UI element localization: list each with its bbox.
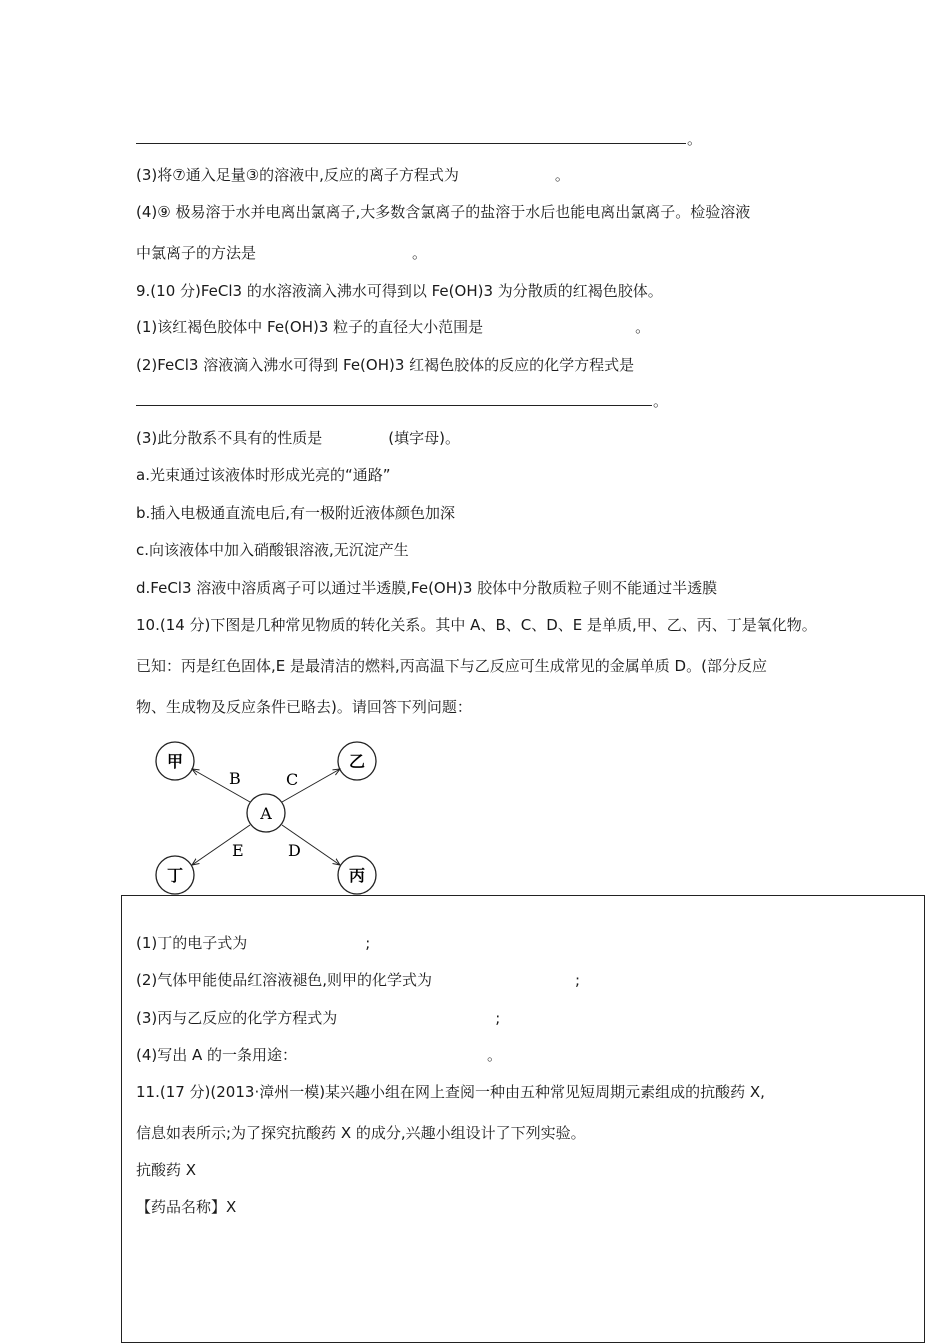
node-bottom-right [338, 856, 376, 894]
arrow-to-top-left [192, 769, 250, 802]
node-top-right [338, 742, 376, 780]
node-center [247, 794, 285, 832]
q11-line4: 【药品名称】X [136, 1198, 237, 1216]
q9-part3 [136, 427, 460, 448]
q9-option-b: b.插入电极通直流电后,有一极附近液体颜色加深 [136, 504, 456, 522]
edge-label-br: D [288, 841, 301, 860]
q10-part2 [136, 969, 580, 990]
q10-part1-end: ; [365, 934, 371, 952]
node-bottom-right-label: 丙 [348, 866, 366, 885]
node-top-left [156, 742, 194, 780]
q9-part3-hint: (填字母)。 [388, 429, 460, 447]
q10-line2: 已知：丙是红色固体,E 是最清洁的燃料,丙高温下与乙反应可生成常见的金属单质 D。(部分反应 [136, 657, 767, 675]
end-mark: 。 [687, 130, 703, 148]
answer-blank-line [136, 143, 686, 144]
answer-blank-line [136, 405, 652, 406]
q11-line2: 信息如表所示;为了探究抗酸药 X 的成分,兴趣小组设计了下列实验。 [136, 1124, 586, 1142]
q9-option-c: c.向该液体中加入硝酸银溶液,无沉淀产生 [136, 541, 409, 559]
node-top-left-label: 甲 [166, 752, 184, 771]
q8-part4-line2 [136, 242, 427, 263]
q11-line1: 11.(17 分)(2013·漳州一模)某兴趣小组在网上查阅一种由五种常见短周期元素组成的抗酸药 X, [136, 1083, 765, 1101]
q9-part1-text: (1)该红褐色胶体中 Fe(OH)3 粒子的直径大小范围是 [136, 318, 484, 336]
q8-part4-text: 中氯离子的方法是 [136, 244, 257, 262]
q10-part4-text: (4)写出 A 的一条用途： [136, 1046, 298, 1064]
q9-intro: 9.(10 分)FeCl3 的水溶液滴入沸水可得到以 Fe(OH)3 为分散质的红褐色胶体。 [136, 282, 663, 300]
q10-part1 [136, 932, 370, 953]
q10-part3-text: (3)丙与乙反应的化学方程式为 [136, 1009, 338, 1027]
q10-part3 [136, 1007, 500, 1028]
q8-part3-text: (3)将⑦通入足量③的溶液中,反应的离子方程式为 [136, 166, 459, 184]
q10-line1: 10.(14 分)下图是几种常见物质的转化关系。其中 A、B、C、D、E 是单质,甲、乙、丙、丁是氧化物。 [136, 616, 817, 634]
q9-part2-end: 。 [653, 392, 669, 410]
q9-part2: (2)FeCl3 溶液滴入沸水可得到 Fe(OH)3 红褐色胶体的反应的化学方程式是 [136, 356, 635, 374]
node-bottom-left-label: 丁 [166, 866, 184, 885]
edge-label-tl: B [229, 769, 241, 788]
q9-option-d: d.FeCl3 溶液中溶质离子可以通过半透膜,Fe(OH)3 胶体中分散质粒子则不能通过半透膜 [136, 579, 718, 597]
q10-part3-end: ; [495, 1009, 501, 1027]
q10-part2-text: (2)气体甲能使品红溶液褪色,则甲的化学式为 [136, 971, 433, 989]
node-bottom-left [156, 856, 194, 894]
q10-part1-text: (1)丁的电子式为 [136, 934, 248, 952]
q8-part4-end: 。 [412, 244, 428, 262]
q8-part3-end: 。 [554, 166, 570, 184]
q10-part4 [136, 1044, 502, 1065]
q9-part1 [136, 316, 650, 337]
node-center-label: A [260, 804, 272, 823]
bordered-frame [121, 895, 925, 1343]
conversion-diagram [150, 730, 390, 900]
q10-part2-end: ; [575, 971, 581, 989]
q10-line3: 物、生成物及反应条件已略去)。请回答下列问题： [136, 698, 472, 716]
q9-part3-text: (3)此分散系不具有的性质是 [136, 429, 323, 447]
q9-option-a: a.光束通过该液体时形成光亮的“通路” [136, 466, 391, 484]
node-top-right-label: 乙 [348, 752, 366, 771]
q11-line3: 抗酸药 X [136, 1161, 197, 1179]
edge-label-bl: E [232, 841, 244, 860]
q8-part4-line1: (4)⑨ 极易溶于水并电离出氯离子,大多数含氯离子的盐溶于水后也能电离出氯离子。检验溶液 [136, 203, 751, 221]
q10-part4-end: 。 [487, 1046, 503, 1064]
q9-part1-end: 。 [635, 318, 651, 336]
q8-part3 [136, 164, 570, 185]
edge-label-tr: C [286, 770, 299, 789]
